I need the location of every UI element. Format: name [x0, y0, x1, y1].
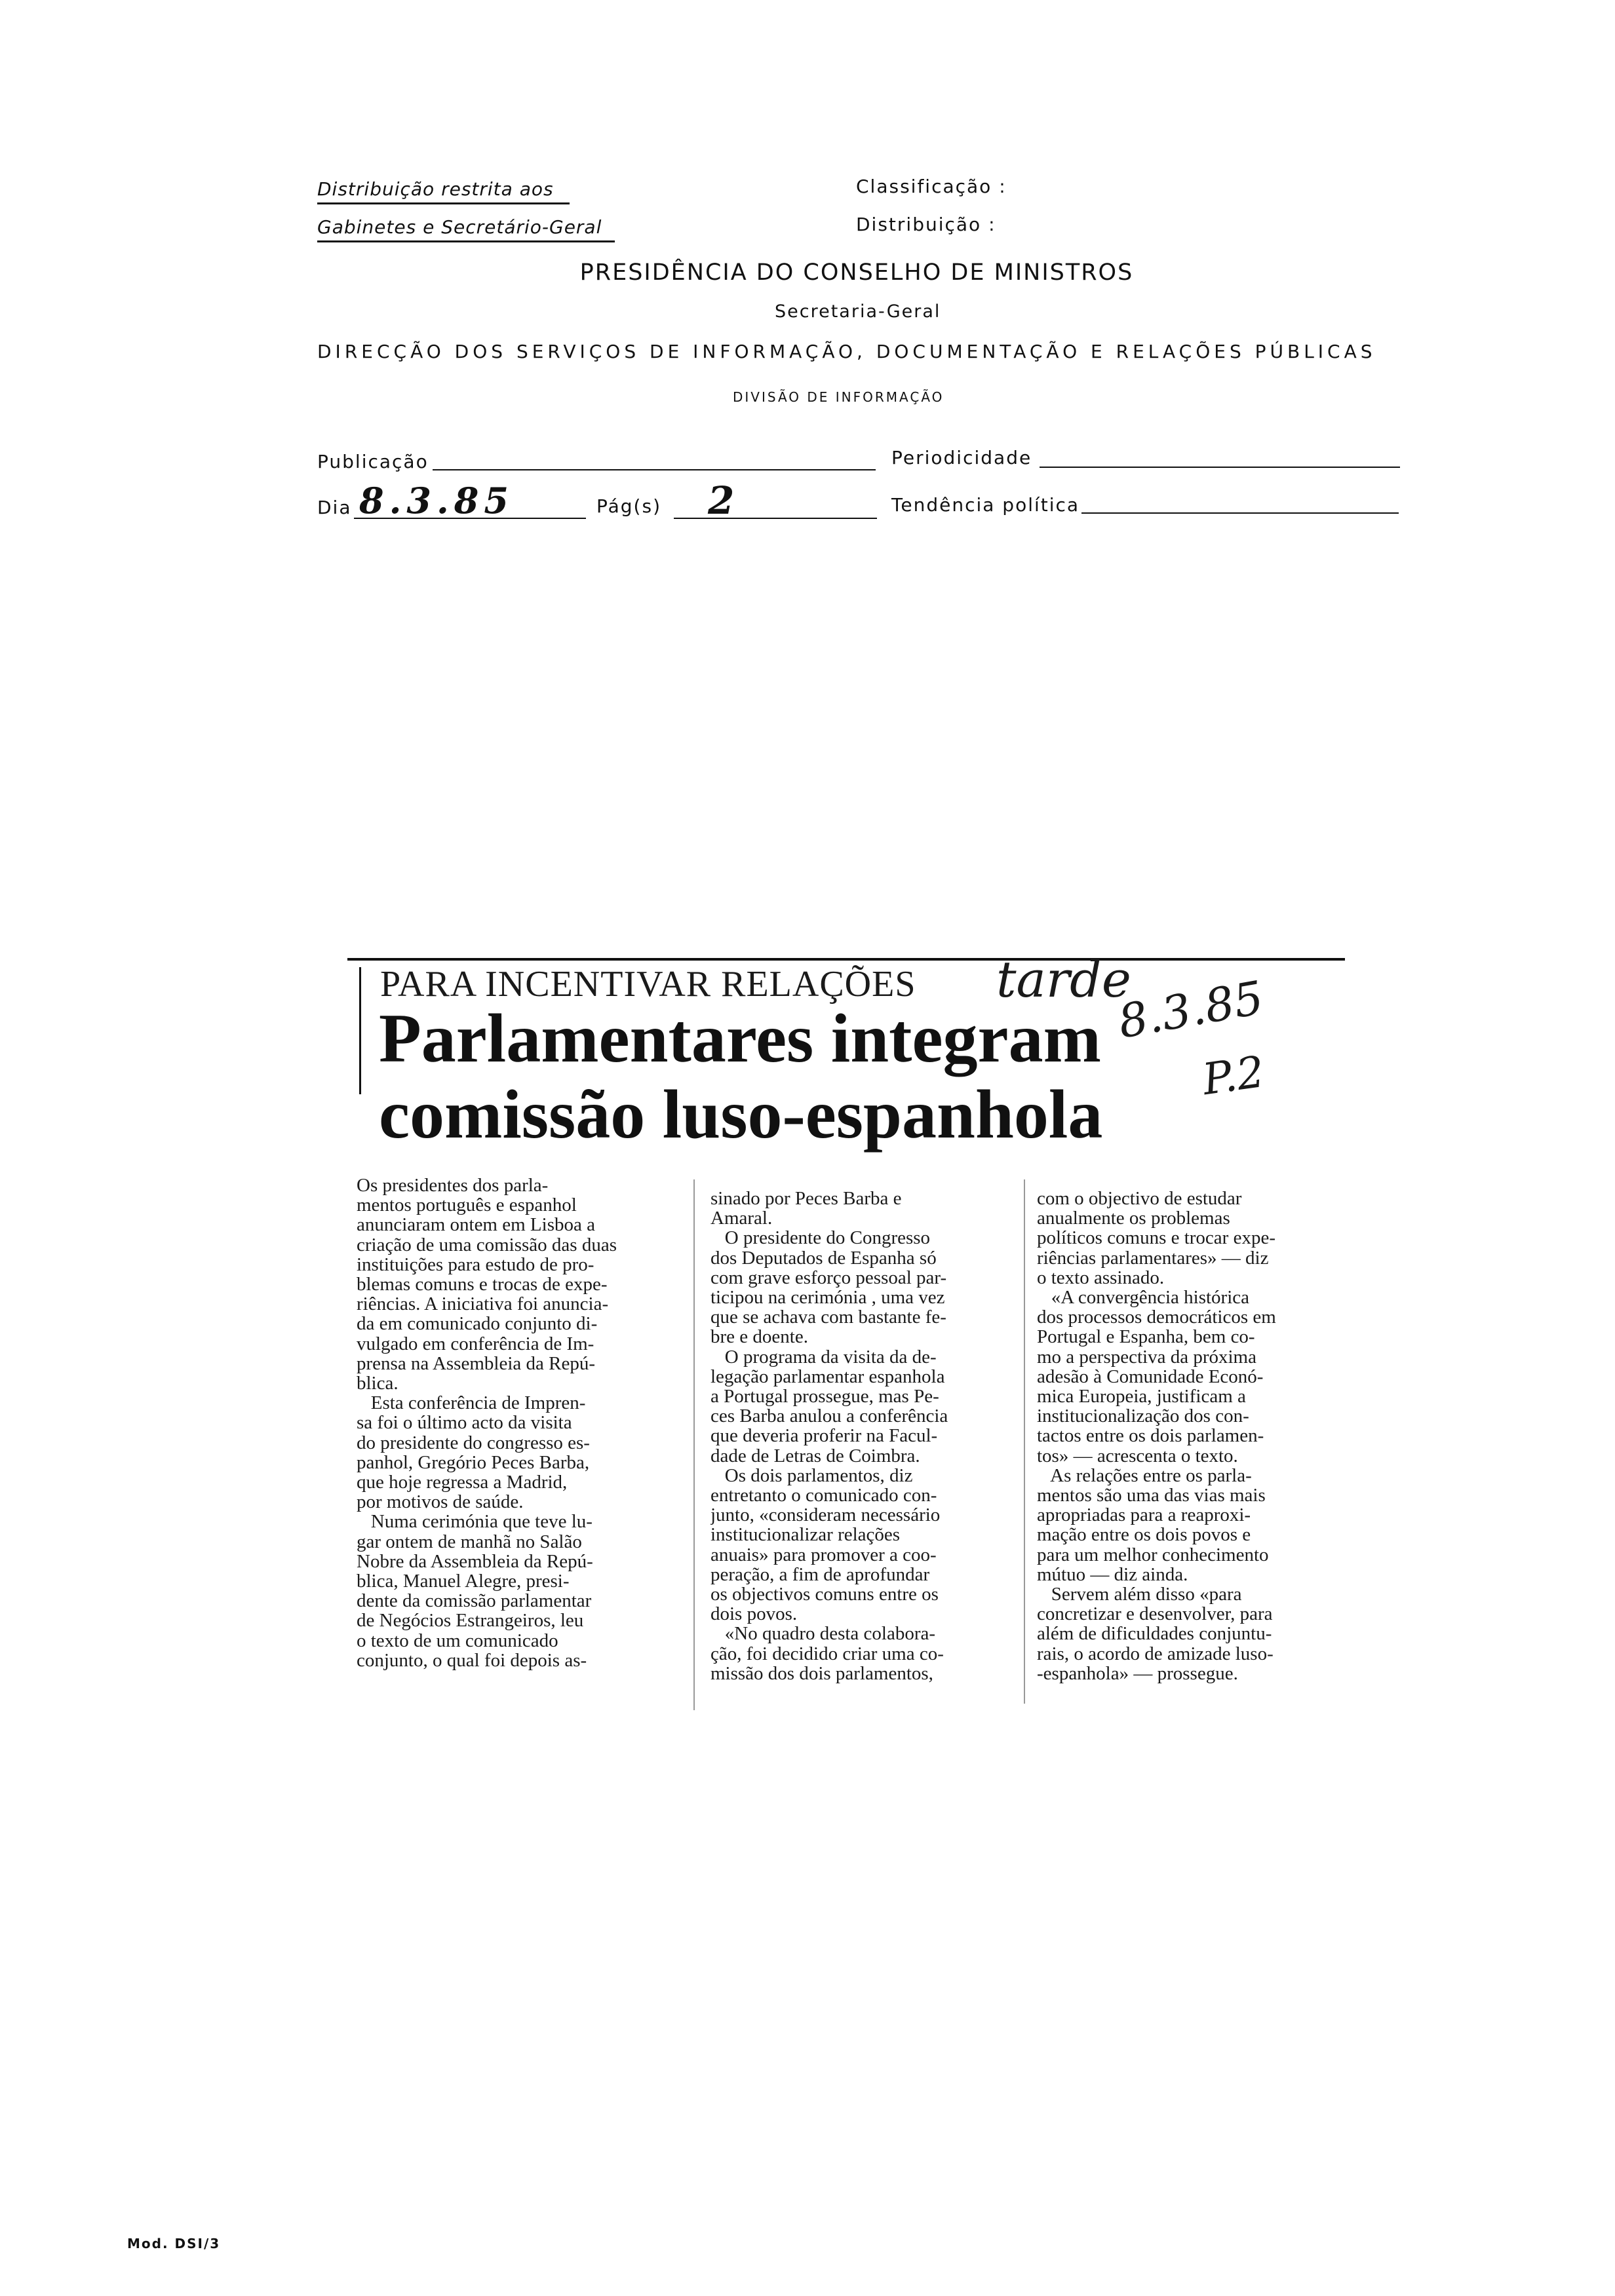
day-field-line — [354, 518, 586, 519]
day-value-handwritten: 8.3.85 — [359, 480, 514, 522]
article-column-1: Os presidentes dos parla- mentos português e espanhol anunciaram ontem em Lisboa a criação de uma comissão das duas instituições para estudo de pro- blemas comuns e trocas de expe- riências. A iniciativa foi anuncia- da em comunicado conjunto di- vulgado em conferência de Im- prensa na Assembleia da Repú- blica. Esta conferência de Impren- sa foi o último acto da visita do presidente do congresso es- panhol, Gregório Peces Barba, que hoje regressa a Madrid, por motivos de saúde. Numa cerimónia que teve lu- gar ontem de manhã no Salão Nobre da Assembleia da Repú- blica, Manuel Alegre, presi- dente da comissão parlamentar de Negócios Estrangeiros, leu o texto de um comunicado conjunto, o qual foi depois as- — [357, 1176, 617, 1671]
distribution-restricted-line1: Distribuição restrita aos — [317, 178, 570, 204]
directorate-label: DIRECÇÃO DOS SERVIÇOS DE INFORMAÇÃO, DOCUMENTAÇÃO E RELAÇÕES PÚBLICAS — [317, 341, 1376, 362]
day-label: Dia — [317, 497, 352, 518]
article-headline-line1: Parlamentares integram — [379, 1000, 1101, 1077]
division-label: DIVISÃO DE INFORMAÇÃO — [733, 389, 944, 405]
article-column-2: sinado por Peces Barba e Amaral. O presidente do Congresso dos Deputados de Espanha só com grave esforço pessoal par- ticipou na cerimónia , uma vez que se achava com bastante fe- bre e doente. O programa da visita da de- legação parlamentar espanhola a Portugal prossegue, mas Pe- ces Barba anulou a conferência que deveria proferir na Facul- dade de Letras de Coimbra. Os dois parlamentos, diz entretanto o comunicado con- junto, «consideram necessário institucionalizar relações anuais» para promover a coo- peração, a fim de aprofundar os objectivos comuns entre os dois povos. «No quadro desta colabora- ção, foi decidido criar uma co- missão dos dois parlamentos, — [710, 1189, 948, 1684]
clipping-top-rule — [347, 958, 1345, 961]
pages-field-line — [674, 518, 877, 519]
article-column-3: com o objectivo de estudar anualmente os problemas políticos comuns e trocar expe- riências parlamentares» — diz o texto assinado. «A convergência histórica dos processos democráticos em Portugal e Espanha, bem co- mo a perspectiva da próxima adesão à Comunidade Econó- mica Europeia, justificam a institucionalização dos con- tactos entre os dois parlamen- tos» — acrescenta o texto. As relações entre os parla- mentos são uma das vias mais apropriadas para a reaproxi- mação entre os dois povos e para um melhor conhecimento mútuo — diz ainda. Servem além disso «para concretizar e desenvolver, para além de dificuldades conjuntu- rais, o acordo de amizade luso- -espanhola» — prossegue. — [1037, 1189, 1276, 1684]
political-trend-field-line — [1081, 512, 1399, 514]
annotation-date-handwritten: 8.3.85 — [1114, 970, 1268, 1049]
periodicity-label: Periodicidade — [891, 447, 1032, 469]
article-headline-line2: comissão luso-espanhola — [379, 1076, 1103, 1153]
distribution-label: Distribuição : — [856, 214, 996, 235]
article-kicker: PARA INCENTIVAR RELAÇÕES — [380, 964, 916, 1004]
annotation-page-handwritten: P.2 — [1199, 1046, 1268, 1105]
secretariat-label: Secretaria-Geral — [775, 301, 941, 322]
column-divider-2 — [1024, 1179, 1025, 1704]
annotation-source-handwritten: tarde — [996, 950, 1131, 1008]
political-trend-label: Tendência política — [891, 494, 1080, 516]
classification-label: Classificação : — [856, 176, 1007, 197]
publication-label: Publicação — [317, 451, 429, 472]
distribution-restricted-line2: Gabinetes e Secretário-Geral — [317, 216, 615, 242]
publication-field-line — [433, 469, 876, 470]
clipping-left-rule — [359, 967, 361, 1094]
org-title: PRESIDÊNCIA DO CONSELHO DE MINISTROS — [579, 259, 1134, 286]
pages-label: Pág(s) — [596, 495, 661, 517]
model-code: Mod. DSI/3 — [127, 2236, 221, 2251]
periodicity-field-line — [1040, 467, 1400, 468]
column-divider-1 — [693, 1179, 695, 1710]
pages-value-handwritten: 2 — [708, 478, 735, 523]
